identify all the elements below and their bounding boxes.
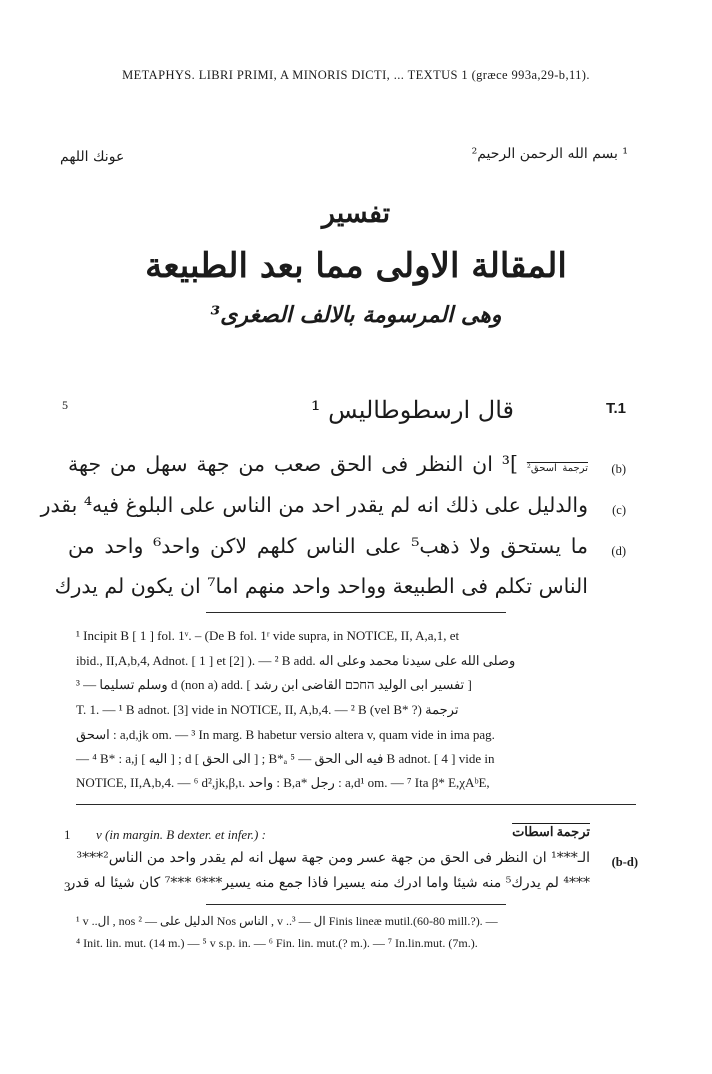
line-marker: (c) — [612, 503, 626, 517]
footnote-line: اسحق : a,d,jk om. — ³ In marg. B habetur versio altera v, quam vide in ima pag. — [76, 727, 495, 742]
title-line-2: المقالة الاولى مما بعد الطبيعة — [145, 246, 567, 286]
main-text-line: والدليل على ذلك انه لم يقدر احد من الناس على البلوغ فيه⁴ بقدر — [40, 493, 588, 517]
line-marker: (d) — [611, 544, 626, 558]
main-text-content: ]³ ان النظر فى الحق صعب من جهة سهل من جهة — [68, 452, 518, 476]
variant-line: الـ***¹ ان النظر فى الحق من جهة عسر ومن جهة سهل انه لم يقدر واحد من الناس²***³ — [76, 850, 590, 866]
line-number-3: 3 — [64, 879, 71, 894]
text-label: T.1 — [605, 400, 626, 417]
line-marker: (b) — [611, 462, 626, 476]
footnote-line: — ⁴ B* : a,j [ اليه ] ; d [ الى الحق ] ; B*ₐ فيه الى الحق — ⁵ B adnot. [ 4 ] vide in — [76, 751, 495, 766]
running-head: METAPHYS. LIBRI PRIMI, A MINORIS DICTI, ... TEXTUS 1 (græce 993a,29-b,11). — [122, 68, 590, 82]
footnote-line: NOTICE, II,A,b,4. — ⁶ d²,jk,β,ι. واحد : B,a* رجل : a,d¹ om. — ⁷ Ita β* E,χAᵇE, — [76, 775, 490, 790]
variant-note: v (in margin. B dexter. et infer.) : — [96, 827, 266, 842]
footnote-line: ibid., II,A,b,4, Adnot. [ 1 ] et [2] ). — ² B add. وصلى الله على سيدنا محمد وعلى اله — [76, 653, 516, 668]
footnote-line: ¹ v ..ال , nos الدليل على — ² Nos الناس , v ..ال — ³ Finis lineæ mutil.(60-80 mill.?). — — [76, 914, 498, 928]
footnote-divider — [206, 612, 506, 613]
main-text-line: الناس تكلم فى الطبيعة وواحد واحد منهم اما⁷ ان يكون لم يدرك — [54, 574, 588, 598]
variant-line: ***⁴ لم يدرك⁵ منه شيئا واما ادرك منه يسيرا فاذا جمع منه يسير***⁶ ***⁷ كان شيئا له قدر — [68, 875, 590, 891]
title-line-3: وهى المرسومة بالالف الصغرى³ — [210, 302, 502, 328]
main-text-line — [68, 452, 588, 476]
footnote-line: وسلم تسليما — ³ d (non a) add. [ تفسير ابى الوليد החכם القاضى ابن رشد ] — [76, 677, 472, 692]
footnote-line: T. 1. — ¹ B adnot. [3] vide in NOTICE, II, A,b,4. — ² B (vel B* ?) ترجمة — [76, 702, 459, 717]
section-divider — [76, 804, 636, 805]
invocation: عونك اللهم — [60, 149, 125, 165]
footnote-line: ¹ Incipit B [ 1 ] fol. 1ᵛ. – (De B fol. 1ʳ vide supra, in NOTICE, II, A,a,1, et — [76, 628, 460, 643]
title-line-1: تفسير — [321, 198, 391, 229]
line-marker: (b-d) — [611, 855, 638, 869]
footnote-line: ⁴ Init. lin. mut. (14 m.) — ⁵ v s.p. in. — ⁶ Fin. lin. mut.(? m.). — ⁷ In.lin.mut. (7m.). — [76, 936, 478, 950]
footnote-divider — [206, 904, 506, 905]
translator-note: ترجمة اسحق² — [526, 463, 588, 474]
bismillah: ¹ بسم الله الرحمن الرحيم² — [471, 146, 628, 162]
line-number-1: 1 — [64, 827, 71, 842]
section-heading: قال ارسطوطاليس ¹ — [310, 396, 514, 424]
main-text-line: ما يستحق ولا ذهب⁵ على الناس كلهم لاكن واحد⁶ واحد من — [68, 534, 588, 558]
translator-title: ترجمة اسطات — [512, 824, 590, 839]
line-number-5: 5 — [62, 398, 68, 412]
